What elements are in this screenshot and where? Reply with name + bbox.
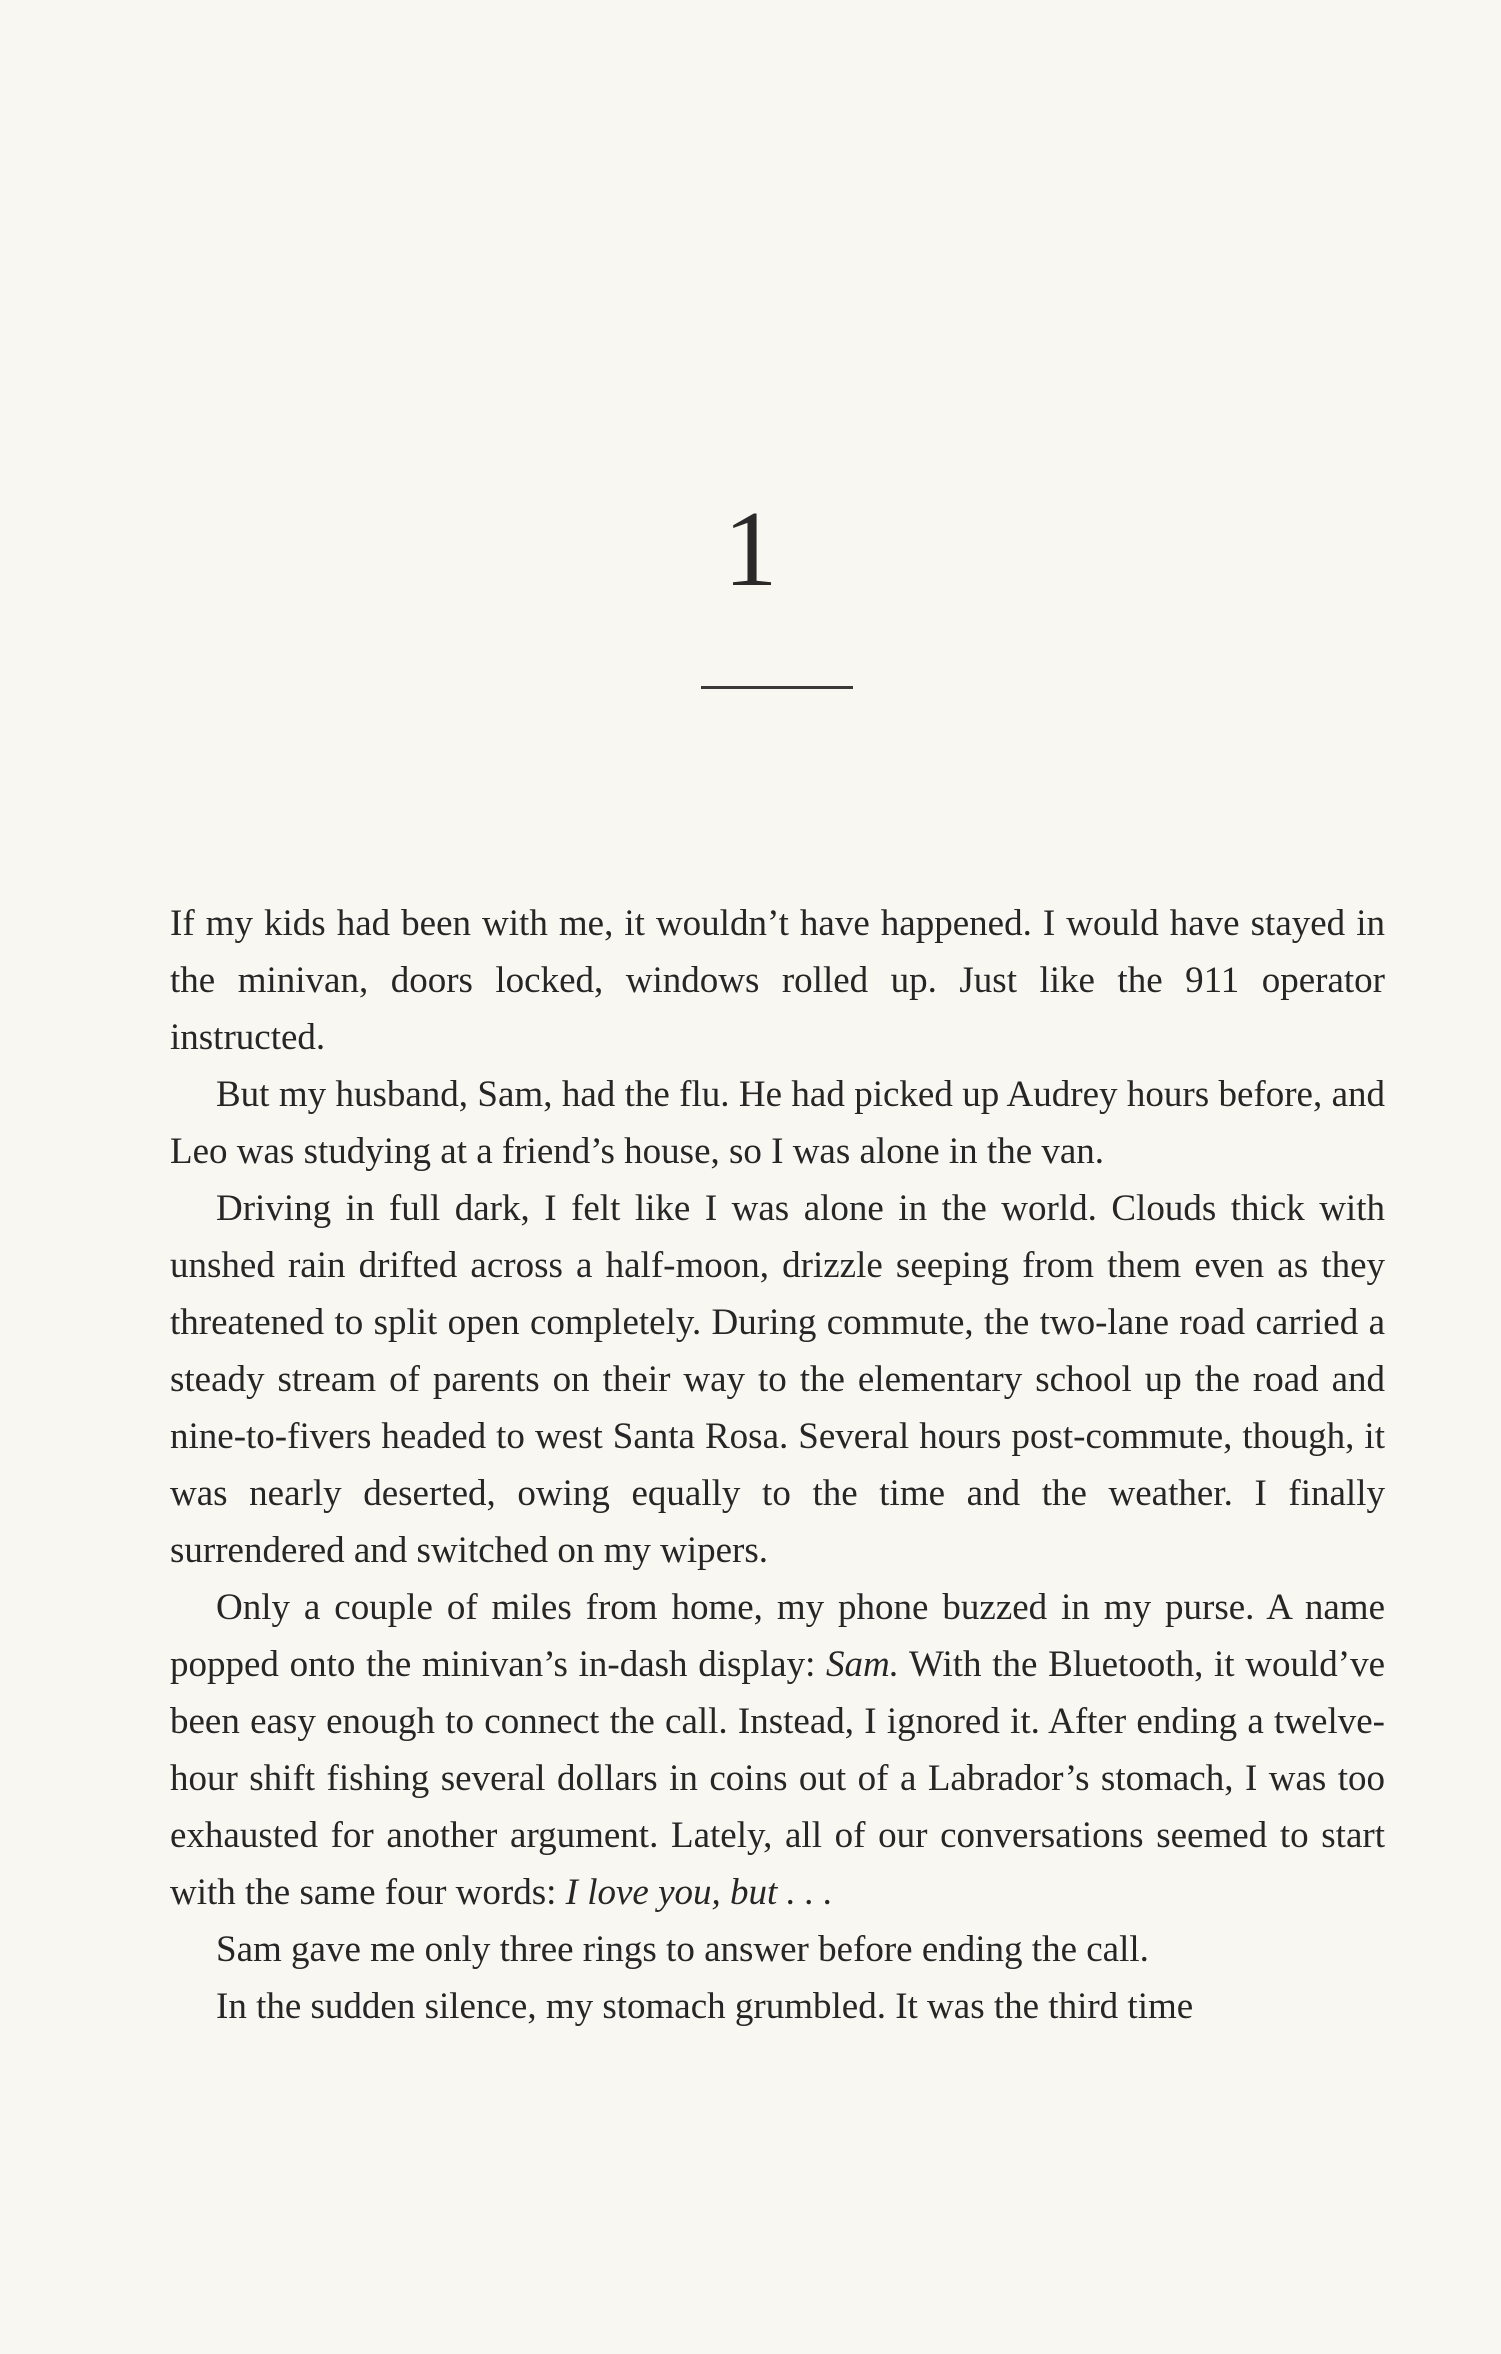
paragraph-4-part-2: With the Bluetooth, it would’ve been easy enough to connect the call. Instead, I ignored it. After ending a twelve-hour shift fishing several dollars in coins out of a Labrador’s stomach, I was too exhausted for another argument. Lately, all of our conversations seemed to start with the same four words: bbox=[170, 1644, 1385, 1913]
paragraph-1: If my kids had been with me, it wouldn’t have happened. I would have stayed in the minivan, doors locked, windows rolled up. Just like the 911 operator instructed. bbox=[170, 903, 1385, 1058]
body-text bbox=[170, 895, 1385, 2035]
paragraph-5: Sam gave me only three rings to answer before ending the call. bbox=[216, 1929, 1149, 1970]
paragraph-4-part-1: Only a couple of miles from home, my phone buzzed in my purse. A name popped onto the minivan’s in-dash display: bbox=[170, 1587, 1385, 1685]
chapter-number: 1 bbox=[723, 490, 778, 609]
paragraph-4 bbox=[170, 1579, 1385, 1921]
paragraph-4-italic-phrase: I love you, but . . . bbox=[565, 1872, 833, 1913]
paragraph-4-italic-name: Sam. bbox=[826, 1644, 900, 1685]
paragraph-3: Driving in full dark, I felt like I was alone in the world. Clouds thick with unshed rain drifted across a half-moon, drizzle seeping from them even as they threatened to split open completely. During commute, the two-lane road carried a steady stream of parents on their way to the elementary school up the road and nine-to-fivers headed to west Santa Rosa. Several hours post-commute, though, it was nearly deserted, owing equally to the time and the weather. I finally surrendered and switched on my wipers. bbox=[170, 1188, 1385, 1571]
paragraph-6: In the sudden silence, my stomach grumbled. It was the third time bbox=[216, 1986, 1194, 2027]
chapter-divider-rule bbox=[701, 686, 853, 689]
paragraph-2: But my husband, Sam, had the flu. He had picked up Audrey hours before, and Leo was studying at a friend’s house, so I was alone in the van. bbox=[170, 1074, 1385, 1172]
